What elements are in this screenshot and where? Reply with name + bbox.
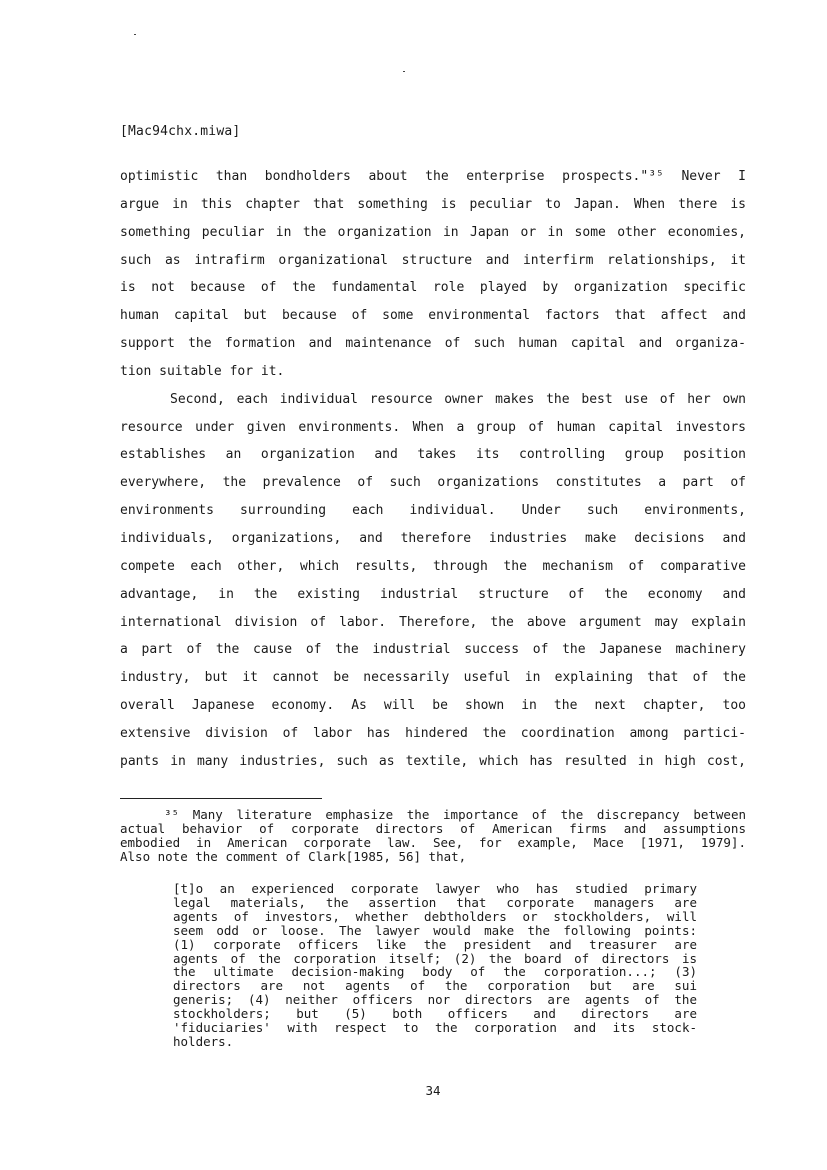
footnote-line: ³⁵ Many literature emphasize the importance of the discrepancy between [164, 807, 746, 822]
body-line: human capital but because of some environmental factors that affect and [120, 308, 746, 324]
quote-line: legal materials, the assertion that corporate managers are [173, 894, 697, 910]
footnote-line: actual behavior of corporate directors of American firms and assumptions [120, 820, 746, 836]
footnote-divider [120, 798, 322, 799]
body-line: a part of the cause of the industrial success of the Japanese machinery [120, 642, 746, 658]
file-tag: [Mac94chx.miwa] [120, 124, 241, 139]
scan-speck [403, 71, 405, 72]
quote-line: 'fiduciaries' with respect to the corporation and its stock- [173, 1020, 697, 1036]
body-line: argue in this chapter that something is peculiar to Japan. When there is [120, 196, 746, 212]
quote-line: [t]o an experienced corporate lawyer who has studied primary [173, 881, 697, 896]
body-line: pants in many industries, such as textile, which has resulted in high cost, [120, 753, 746, 769]
quote-line: agents of the corporation itself; (2) the board of directors is [173, 950, 697, 966]
body-line: environments surrounding each individual. Under such environments, [120, 503, 746, 519]
footnote [120, 808, 746, 864]
quote-line: agents of investors, whether debtholders or stockholders, will [173, 908, 697, 924]
body-line: something peculiar in the organization in Japan or in some other economies, [120, 224, 746, 240]
quote-line: the ultimate decision-making body of the corporation...; (3) [173, 964, 697, 980]
body-line: industry, but it cannot be necessarily useful in explaining that of the [120, 670, 746, 686]
body-line: everywhere, the prevalence of such organizations constitutes a part of [120, 475, 746, 491]
footnote-line: embodied in American corporate law. See, for example, Mace [1971, 1979]. [120, 834, 746, 850]
quote-line: directors are not agents of the corporation but are sui [173, 978, 697, 994]
body-line: tion suitable for it. [120, 363, 285, 379]
quote-line: holders. [173, 1033, 234, 1049]
footnote-line: Also note the comment of Clark[1985, 56] that, [120, 848, 467, 864]
body-line: extensive division of labor has hindered the coordination among partici- [120, 725, 746, 741]
body-line: support the formation and maintenance of such human capital and organiza- [120, 336, 746, 352]
body-line: establishes an organization and takes its controlling group position [120, 447, 746, 463]
block-quote [173, 882, 697, 1049]
body-line: resource under given environments. When a group of human capital investors [120, 419, 746, 435]
body-line: international division of labor. Therefore, the above argument may explain [120, 614, 746, 630]
body-line: optimistic than bondholders about the enterprise prospects."³⁵ Never I [120, 169, 746, 184]
body-line: such as intrafirm organizational structure and interfirm relationships, it [120, 252, 746, 268]
scan-speck [134, 34, 136, 35]
quote-line: (1) corporate officers like the president and treasurer are [173, 936, 697, 952]
body-line: compete each other, which results, through the mechanism of comparative [120, 558, 746, 574]
quote-line: seem odd or loose. The lawyer would make the following points: [173, 922, 697, 938]
body-line: is not because of the fundamental role played by organization specific [120, 280, 746, 296]
body-line: overall Japanese economy. As will be shown in the next chapter, too [120, 698, 746, 714]
quote-line: generis; (4) neither officers nor directors are agents of the [173, 992, 697, 1008]
page-number: 34 [425, 1083, 441, 1098]
body-line: advantage, in the existing industrial structure of the economy and [120, 586, 746, 602]
quote-line: stockholders; but (5) both officers and directors are [173, 1006, 697, 1022]
body-line: Second, each individual resource owner makes the best use of her own [170, 391, 746, 407]
body-line: individuals, organizations, and therefore industries make decisions and [120, 530, 746, 546]
body-text [120, 163, 746, 776]
